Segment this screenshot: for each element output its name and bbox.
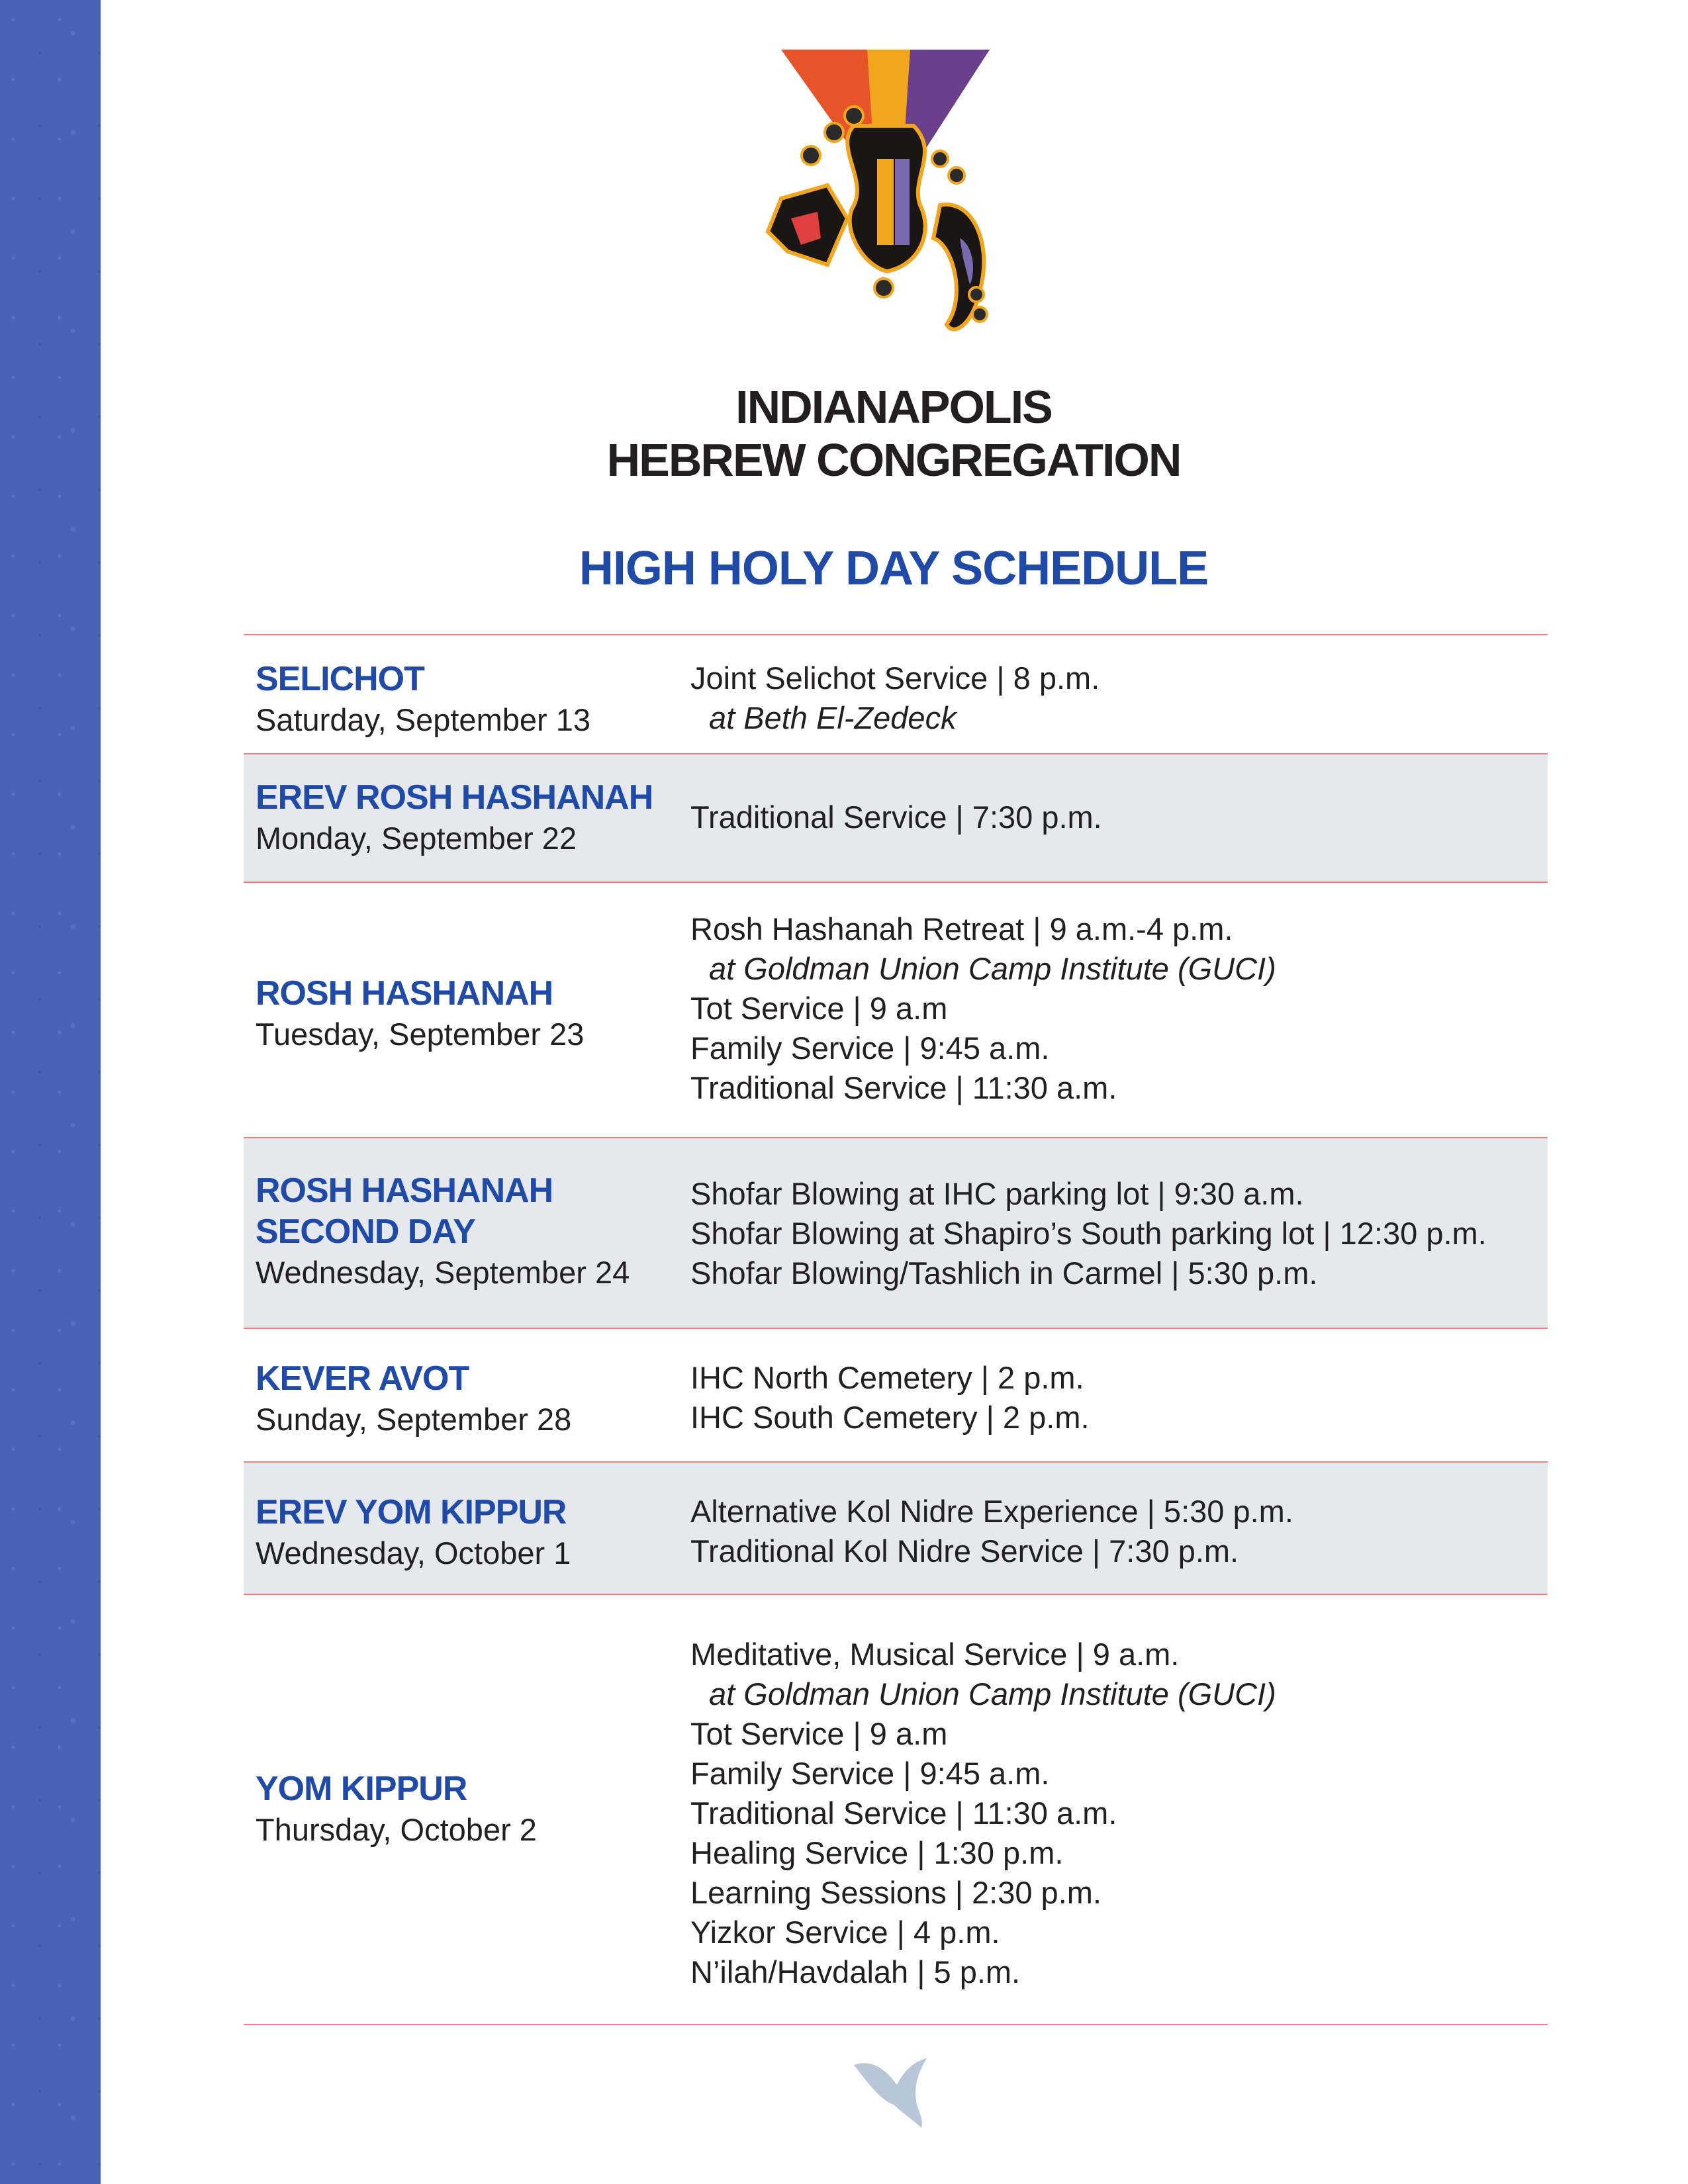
event-date: Wednesday, September 24 <box>256 1255 630 1290</box>
service-line: Healing Service | 1:30 p.m. <box>690 1835 1064 1870</box>
service-line: Traditional Service | 7:30 p.m. <box>690 799 1102 835</box>
service-line: Rosh Hashanah Retreat | 9 a.m.-4 p.m. <box>690 911 1233 946</box>
service-line: Family Service | 9:45 a.m. <box>690 1030 1050 1066</box>
event-name: ROSH HASHANAH <box>256 1171 553 1210</box>
service-line: Yizkor Service | 4 p.m. <box>690 1915 1000 1950</box>
service-line: Tot Service | 9 a.m <box>690 991 948 1026</box>
service-location: at Beth El-Zedeck <box>709 700 957 735</box>
schedule-row-erev-yom-kippur <box>244 1463 1548 1595</box>
event-name: ROSH HASHANAH <box>256 974 553 1013</box>
event-date: Tuesday, September 23 <box>256 1017 585 1052</box>
event-name: KEVER AVOT <box>256 1359 469 1398</box>
service-line: Learning Sessions | 2:30 p.m. <box>690 1875 1102 1910</box>
service-line: N’ilah/Havdalah | 5 p.m. <box>690 1954 1021 1989</box>
service-line: Traditional Service | 11:30 a.m. <box>690 1796 1117 1831</box>
event-name: EREV ROSH HASHANAH <box>256 778 653 817</box>
service-line: IHC North Cemetery | 2 p.m. <box>690 1360 1084 1395</box>
schedule-title: HIGH HOLY DAY SCHEDULE <box>579 542 1209 595</box>
service-line: Traditional Kol Nidre Service | 7:30 p.m. <box>690 1533 1239 1569</box>
service-line: Tot Service | 9 a.m <box>690 1716 948 1751</box>
event-date: Saturday, September 13 <box>256 702 590 737</box>
event-name-line-2: SECOND DAY <box>256 1212 475 1251</box>
event-name: SELICHOT <box>256 660 424 698</box>
service-location: at Goldman Union Camp Institute (GUCI) <box>709 1676 1276 1711</box>
service-line: Meditative, Musical Service | 9 a.m. <box>690 1637 1180 1672</box>
service-line: Joint Selichot Service | 8 p.m. <box>690 660 1100 696</box>
schedule-row-rosh-hashanah-second-day <box>244 1138 1548 1329</box>
event-date: Thursday, October 2 <box>256 1812 537 1847</box>
schedule-row-selichot <box>244 635 1548 754</box>
dove-icon <box>847 2052 947 2131</box>
service-line: Shofar Blowing/Tashlich in Carmel | 5:30 p.m. <box>690 1255 1318 1291</box>
service-line: Shofar Blowing at IHC parking lot | 9:30 a.m. <box>690 1176 1304 1211</box>
schedule-row-yom-kippur <box>244 1595 1548 2025</box>
event-name: EREV YOM KIPPUR <box>256 1493 567 1531</box>
service-line: Traditional Service | 11:30 a.m. <box>690 1070 1117 1105</box>
service-location: at Goldman Union Camp Institute (GUCI) <box>709 951 1276 986</box>
event-date: Monday, September 22 <box>256 821 577 856</box>
congregation-logo <box>755 46 1019 357</box>
service-line: Shofar Blowing at Shapiro’s South parking lot | 12:30 p.m. <box>690 1216 1487 1251</box>
decorative-side-bar <box>0 0 101 2184</box>
event-date: Sunday, September 28 <box>256 1402 572 1437</box>
service-line: Alternative Kol Nidre Experience | 5:30 p.m. <box>690 1494 1293 1529</box>
schedule-row-erev-rosh-hashanah <box>244 754 1548 883</box>
org-name-line-2: HEBREW CONGREGATION <box>606 434 1181 486</box>
service-line: IHC South Cemetery | 2 p.m. <box>690 1400 1090 1435</box>
org-name-line-1: INDIANAPOLIS <box>735 381 1052 433</box>
schedule-row-rosh-hashanah <box>244 883 1548 1138</box>
event-date: Wednesday, October 1 <box>256 1535 571 1570</box>
schedule-row-kever-avot <box>244 1329 1548 1463</box>
event-name: YOM KIPPUR <box>256 1770 467 1808</box>
service-line: Family Service | 9:45 a.m. <box>690 1756 1050 1791</box>
schedule-table <box>244 634 1548 2025</box>
